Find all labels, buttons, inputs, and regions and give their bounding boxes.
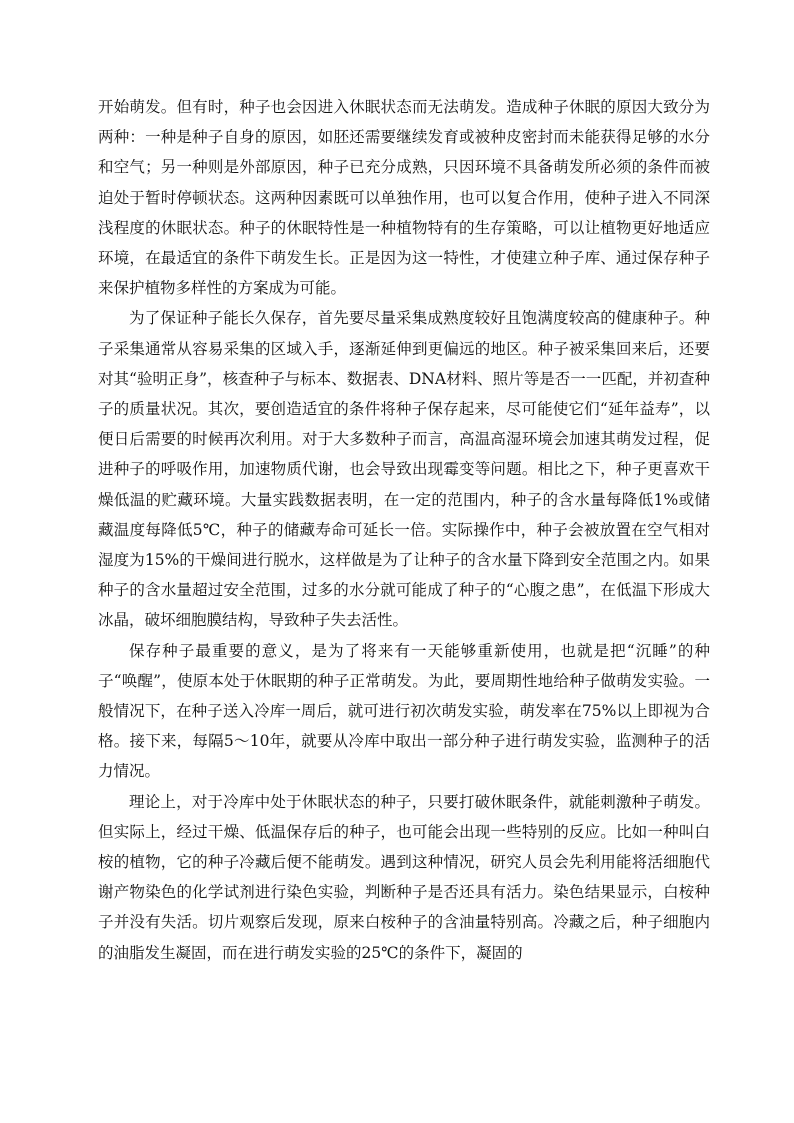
paragraph-continuation: 开始萌发。但有时，种子也会因进入休眠状态而无法萌发。造成种子休眠的原因大致分为两种：一种是种子自身的原因，如胚还需要继续发育或被种皮密封而未能获得足够的水分和空气；另一种则是外部原因，种子已充分成熟，只因环境不具备萌发所必须的条件而被迫处于暂时停顿状态。这两种因素既可以单独作用，也可以复合作用，使种子进入不同深浅程度的休眠状态。种子的休眠特性是一种植物特有的生存策略，可以让植物更好地适应环境，在最适宜的条件下萌发生长。正是因为这一特性，才使建立种子库、通过保存种子来保护植物多样性的方案成为可能。 [98,98,710,298]
paragraph-germination-test: 保存种子最重要的意义，是为了将来有一天能够重新使用，也就是把“沉睡”的种子“唤醒”，使原本处于休眠期的种子正常萌发。为此，要周期性地给种子做萌发实验。一般情况下，在种子送入冷库一周后，就可进行初次萌发实验，萌发率在75%以上即视为合格。接下来，每隔5～10年，就要从冷库中取出一部分种子进行萌发实验，监测种子的活力情况。 [98,641,710,781]
paragraph-seed-collection: 为了保证种子能长久保存，首先要尽量采集成熟度较好且饱满度较高的健康种子。种子采集通常从容易采集的区域入手，逐渐延伸到更偏远的地区。种子被采集回来后，还要对其“验明正身”，核查种子与标本、数据表、DNA材料、照片等是否一一匹配，并初查种子的质量状况。其次，要创造适宜的条件将种子保存起来，尽可能使它们“延年益寿”，以便日后需要的时候再次利用。对于大多数种子而言，高温高湿环境会加速其萌发过程，促进种子的呼吸作用，加速物质代谢，也会导致出现霉变等问题。相比之下，种子更喜欢干燥低温的贮藏环境。大量实践数据表明，在一定的范围内，种子的含水量每降低1%或储藏温度每降低5℃，种子的储藏寿命可延长一倍。实际操作中，种子会被放置在空气相对湿度为15%的干燥间进行脱水，这样做是为了让种子的含水量下降到安全范围之内。如果种子的含水量超过安全范围，过多的水分就可能成了种子的“心腹之患”，在低温下形成大冰晶，破坏细胞膜结构，导致种子失去活性。 [98,309,710,630]
paragraph-special-reactions: 理论上，对于冷库中处于休眠状态的种子，只要打破休眠条件，就能刺激种子萌发。但实际上，经过干燥、低温保存后的种子，也可能会出现一些特别的反应。比如一种叫白桉的植物，它的种子冷藏后便不能萌发。遇到这种情况，研究人员会先利用能将活细胞代谢产物染色的化学试剂进行染色实验，判断种子是否还具有活力。染色结果显示，白桉种子并没有失活。切片观察后发现，原来白桉种子的含油量特别高。冷藏之后，种子细胞内的油脂发生凝固，而在进行萌发实验的25℃的条件下，凝固的 [98,792,710,962]
document-body [98,92,710,968]
